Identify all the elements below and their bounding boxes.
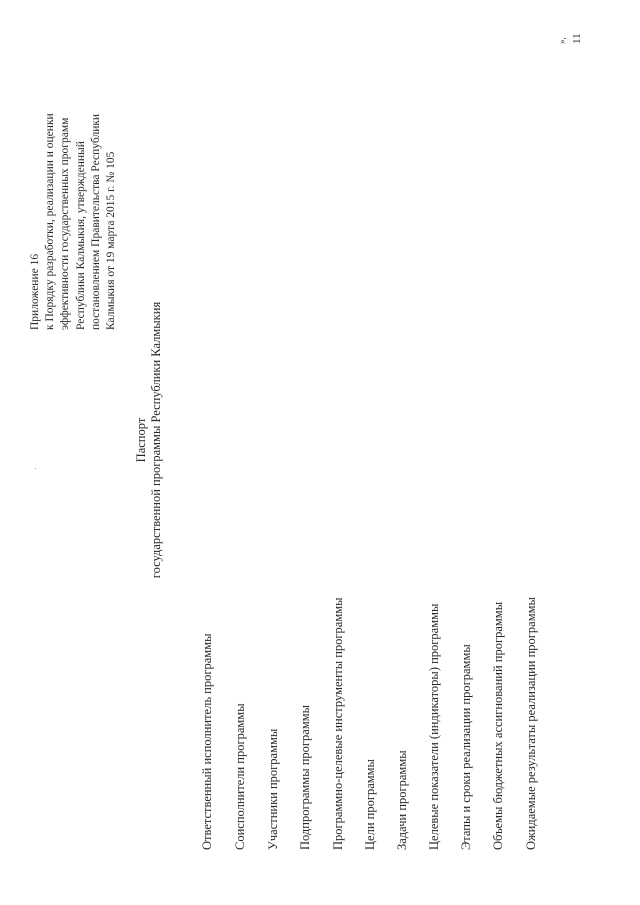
passport-title [134, 280, 164, 600]
appendix-line: Республики Калмыкия, утвержденный [74, 141, 87, 330]
field-label: Целевые показатели (индикаторы) программы [427, 603, 441, 850]
field-label: Этапы и сроки реализации программы [459, 644, 473, 850]
appendix-line: эффективности государственных программ [59, 117, 72, 330]
field-label: Участники программы [266, 728, 280, 850]
passport-title-line2: государственной программы Республики Калмыкия [149, 301, 163, 579]
corner-mark: », [557, 37, 567, 44]
field-label: Задачи программы [395, 750, 409, 850]
appendix-header [28, 113, 119, 330]
scan-speck [35, 468, 36, 469]
field-label: Ожидаемые результаты реализации программы [524, 597, 538, 850]
field-label: Программно-целевые инструменты программы [331, 597, 345, 850]
appendix-line: Калмыкия от 19 марта 2015 г. № 105 [105, 151, 118, 330]
field-label: Цели программы [363, 759, 377, 850]
field-label: Соисполнители программы [233, 703, 247, 850]
field-label: Ответственный исполнитель программы [200, 633, 214, 850]
appendix-line: постановлением Правительства Республики [89, 113, 102, 330]
appendix-line: к Порядку разработки, реализации и оценки [44, 113, 57, 330]
field-label: Подпрограммы программы [298, 704, 312, 850]
field-label: Объемы бюджетных ассигнований программы [491, 601, 505, 850]
appendix-line: Приложение 16 [29, 253, 41, 330]
page-number: 11 [571, 33, 583, 44]
passport-title-line1: Паспорт [134, 417, 148, 463]
